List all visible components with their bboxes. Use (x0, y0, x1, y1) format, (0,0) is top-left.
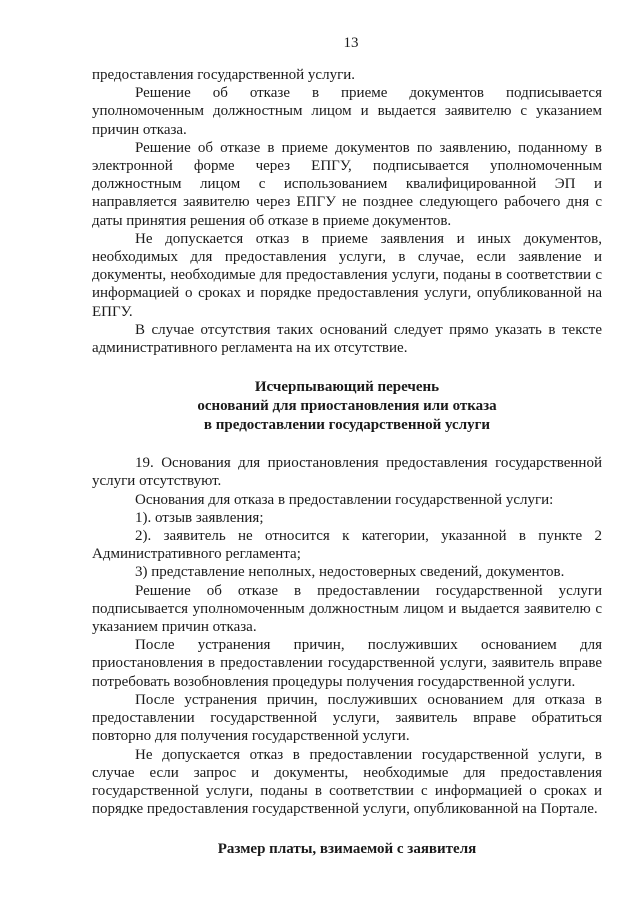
paragraph: 1). отзыв заявления; (135, 509, 264, 526)
heading-line: в предоставлении государственной услуги (203, 417, 491, 434)
section-heading-fee: Размер платы, взимаемой с заявителя (217, 841, 477, 858)
section-heading (92, 378, 602, 435)
paragraph: Решение об отказе в приеме документов подписывается уполномоченным должностным лицом и выдается заявителю с указанием причин отказа. (92, 85, 602, 138)
paragraph: 3) представление неполных, недостоверных сведений, документов. (135, 564, 565, 581)
bottom-paragraphs (92, 454, 602, 818)
top-paragraphs (92, 66, 602, 357)
paragraph: После устранения причин, послуживших основанием для приостановления в предоставлении государственной услуги, заявитель вправе потребовать возобновления процедуры получения государственной услуги. (92, 637, 602, 690)
paragraph: Решение об отказе в предоставлении государственной услуги подписывается уполномоченным должностным лицом и выдается заявителю с указанием причин отказа. (92, 582, 602, 636)
paragraph: 2). заявитель не относится к категории, указанной в пункте 2 Административного регламента; (92, 528, 602, 563)
heading-line: оснований для приостановления или отказа (197, 398, 497, 415)
heading-line: Исчерпывающий перечень (254, 379, 440, 396)
paragraph: Основания для отказа в предоставлении государственной услуги: (135, 491, 554, 508)
paragraph: Решение об отказе в приеме документов по заявлению, поданному в электронной форме через ЕПГУ, подписывается уполномоченным должностным лицом с использованием квалифицированной ЭП и направляется заявителю через ЕПГУ не позднее следующего рабочего дня с даты принятия решения об отказе в приеме документов. (92, 139, 602, 229)
document-body (92, 66, 602, 859)
page-number: 13 (343, 35, 359, 51)
paragraph: После устранения причин, послуживших основанием для отказа в предоставлении государственной услуги, заявитель вправе обратиться повторно для получения государственной услуги. (92, 691, 602, 745)
paragraph: Не допускается отказ в предоставлении государственной услуги, в случае если запрос и документы, необходимые для предоставления государственной услуги, поданы в соответствии с информацией о сроках и порядке предоставления государственной услуги, опубликованной на Портале. (92, 746, 602, 818)
paragraph: Не допускается отказ в приеме заявления и иных документов, необходимых для предоставления услуги, в случае, если заявление и документы, необходимые для предоставления услуги, поданы в соответствии с информацией о сроках и порядке предоставления услуги, опубликованной на ЕПГУ. (92, 230, 602, 320)
paragraph: В случае отсутствия таких оснований следует прямо указать в тексте административного регламента на их отсутствие. (92, 321, 602, 357)
paragraph: 19. Основания для приостановления предоставления государственной услуги отсутствуют. (92, 455, 602, 490)
paragraph: предоставления государственной услуги. (92, 67, 356, 83)
